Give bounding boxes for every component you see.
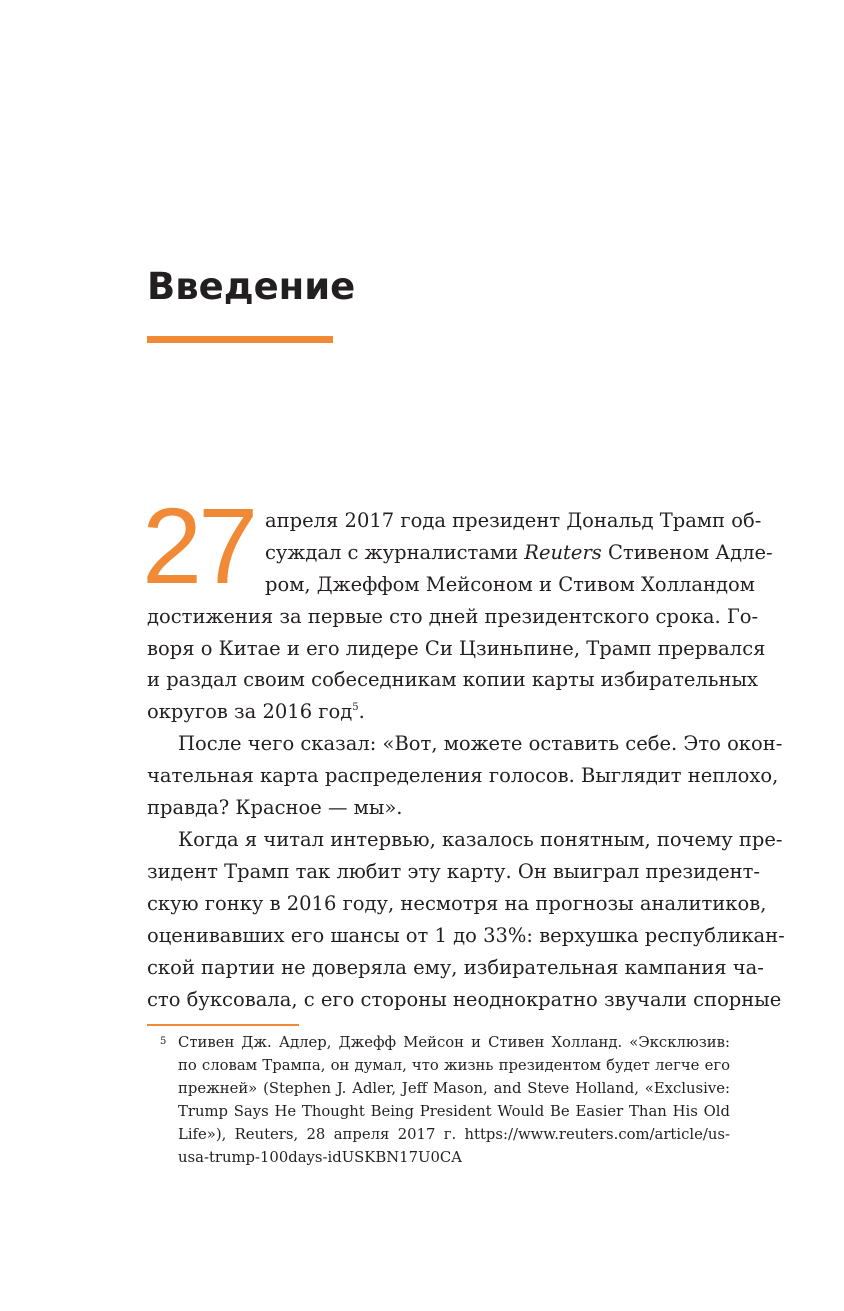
title-underline [147,336,333,343]
body-line: чательная карта распределения голосов. Выглядит неплохо, [147,764,779,787]
body-line [147,696,730,728]
reuters-italic: Reuters [524,541,602,564]
footnote-line: прежней» (Stephen J. Adler, Jeff Mason, and Steve Holland, «Exclusive: [178,1080,730,1097]
body-text: . [358,700,365,723]
footnote-line: Life»), Reuters, 28 апреля 2017 г. https://www.reuters.com/article/us- [178,1126,730,1143]
footnote-line: Стивен Дж. Адлер, Джефф Мейсон и Стивен Холланд. «Эксклюзив: [178,1034,730,1051]
body-line: скую гонку в 2016 году, несмотря на прогнозы аналитиков, [147,892,767,915]
body-line: зидент Трамп так любит эту карту. Он выиграл президент- [147,860,761,883]
footnote-reference[interactable]: 5 [352,702,359,713]
chapter-title: Введение [147,265,356,308]
footnote-divider [147,1024,299,1026]
body-line: сто буксовала, с его стороны неоднократно звучали спорные [147,988,782,1011]
footnote-line: по словам Трампа, он думал, что жизнь президентом будет легче его [178,1057,730,1074]
body-line [265,537,773,569]
body-text: округов за 2016 год [147,700,353,723]
body-line: ской партии не доверяла ему, избирательная кампания ча- [147,956,764,979]
body-line: достижения за первые сто дней президентского срока. Го- [147,605,759,628]
body-line: апреля 2017 года президент Дональд Трамп об- [265,509,762,532]
body-text: Стивеном Адле- [601,541,773,564]
body-line: ром, Джеффом Мейсоном и Стивом Холландом [265,573,755,596]
footnote-line: Trump Says He Thought Being President Would Be Easier Than His Old [178,1103,730,1120]
drop-cap: 27 [142,485,255,606]
body-line: После чего сказал: «Вот, можете оставить себе. Это окон- [178,732,783,755]
footnote-url-line[interactable]: usa-trump-100days-idUSKBN17U0CA [178,1149,462,1166]
body-text: суждал с журналистами [265,541,525,564]
body-line: воря о Китае и его лидере Си Цзиньпине, Трамп прервался [147,637,766,660]
footnote-number: 5 [160,1036,167,1047]
body-line: Когда я читал интервью, казалось понятным, почему пре- [178,828,783,851]
body-line: правда? Красное — мы». [147,796,403,819]
body-line: оценивавших его шансы от 1 до 33%: верхушка республикан- [147,924,785,947]
body-line: и раздал своим собеседникам копии карты избирательных [147,668,758,691]
